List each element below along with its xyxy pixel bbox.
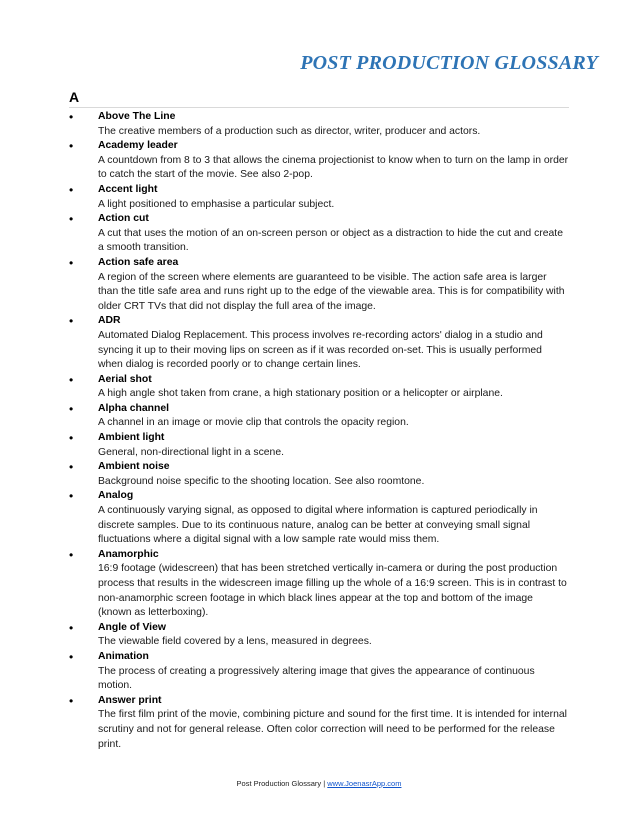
glossary-definition: A channel in an image or movie clip that controls the opacity region. [98,417,409,429]
page-title: POST PRODUCTION GLOSSARY [300,52,598,74]
bullet-icon: • [69,139,74,154]
glossary-definition: A region of the screen where elements are guaranteed to be visible. The action safe area is larger than the title safe area and runs right up to the edge of the viewable area. This is for compatibility with older CRT TVs that did not display the full area of the image. [98,271,565,312]
glossary-entry [69,314,569,372]
glossary-entry [69,373,569,402]
glossary-term: Ambient light [98,432,165,444]
glossary-term: Answer print [98,694,162,706]
glossary-term: Aerial shot [98,373,152,385]
glossary-term: Academy leader [98,140,178,152]
glossary-term: Ambient noise [98,461,170,473]
glossary-entry [69,650,569,694]
glossary-term: ADR [98,315,121,327]
glossary-term: Anamorphic [98,548,159,560]
glossary-term: Accent light [98,183,158,195]
section-divider [69,107,569,108]
footer-link[interactable]: www.JoenasrApp.com [327,779,402,788]
glossary-definition: A continuously varying signal, as opposed to digital where information is captured periodically in discrete samples. Due to its continuous nature, analog can be better at conveying small signal fluctuations where a digital signal with a low sample rate would miss them. [98,505,538,546]
bullet-icon: • [69,489,74,504]
glossary-entry [69,139,569,183]
glossary-entry [69,110,569,139]
glossary-entry [69,402,569,431]
glossary-definition: The creative members of a production such as director, writer, producer and actors. [98,125,481,137]
glossary-definition: Background noise specific to the shooting location. See also roomtone. [98,475,425,487]
section-letter-heading: A [69,89,80,105]
glossary-term: Above The Line [98,111,176,122]
glossary-definition: The first film print of the movie, combining picture and sound for the first time. It is intended for internal scrutiny and not for general release. Often color correction will need to be performed for the release print. [98,709,567,750]
glossary-entry [69,460,569,489]
glossary-entry [69,694,569,752]
glossary-definition: A high angle shot taken from crane, a high stationary position or a helicopter or airplane. [98,388,503,400]
glossary-entry [69,256,569,314]
glossary-entry [69,431,569,460]
bullet-icon: • [69,460,74,475]
bullet-icon: • [69,314,74,329]
glossary-term: Analog [98,490,134,502]
bullet-icon: • [69,110,74,124]
glossary-entry [69,183,569,212]
glossary-term: Action safe area [98,256,179,268]
glossary-definition: 16:9 footage (widescreen) that has been stretched vertically in-camera or during the post production process that results in the widescreen image filling up the whole of a 16:9 screen. This is in contrast to non-anamorphic screen footage in which black lines appear at the top and bottom of the image (known as letterboxing). [98,563,567,619]
glossary-list [69,110,569,752]
glossary-definition: A light positioned to emphasise a particular subject. [98,198,335,210]
glossary-entry [69,621,569,650]
glossary-definition: General, non-directional light in a scene. [98,446,284,458]
bullet-icon: • [69,182,74,197]
bullet-icon: • [69,212,74,227]
glossary-entry [69,489,569,547]
bullet-icon: • [69,547,74,562]
glossary-entry [69,548,569,621]
page-footer [0,779,638,788]
footer-text: Post Production Glossary | [236,779,326,788]
bullet-icon: • [69,255,74,270]
bullet-icon: • [69,431,74,446]
glossary-definition: The viewable field covered by a lens, measured in degrees. [98,636,372,648]
glossary-term: Alpha channel [98,402,170,414]
bullet-icon: • [69,372,74,387]
glossary-definition: A countdown from 8 to 3 that allows the cinema projectionist to know when to turn on the lamp in order to catch the start of the movie. See also 2-pop. [98,154,569,181]
bullet-icon: • [69,649,74,664]
glossary-definition: Automated Dialog Replacement. This process involves re-recording actors' dialog in a studio and syncing it up to their moving lips on screen as if it was recorded on-set. This is usually performed when dialog is recorded poorly or to change certain lines. [98,329,543,371]
bullet-icon: • [69,620,74,635]
glossary-definition: A cut that uses the motion of an on-screen person or object as a distraction to hide the cut and create a smooth transition. [98,227,563,254]
glossary-term: Animation [98,650,149,662]
bullet-icon: • [69,401,74,416]
glossary-term: Angle of View [98,621,166,633]
glossary-entry [69,212,569,256]
bullet-icon: • [69,693,74,708]
glossary-definition: The process of creating a progressively altering image that gives the appearance of continuous motion. [98,665,535,692]
glossary-term: Action cut [98,213,149,225]
